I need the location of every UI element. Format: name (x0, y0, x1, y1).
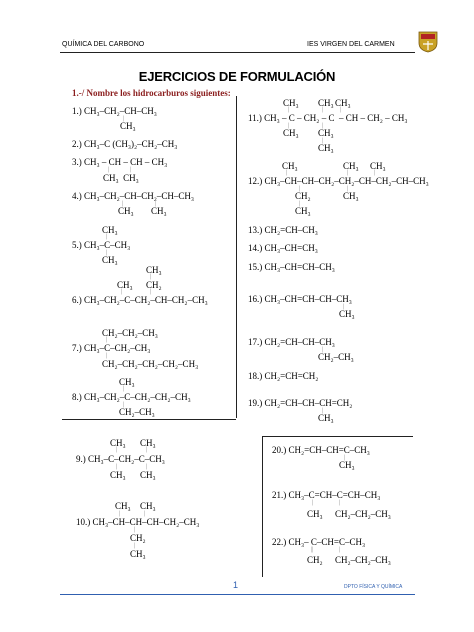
exercise-18: 18.) CH₂=CH=CH₂ (248, 371, 319, 381)
exercise-15: 15.) CH₃–CH=CH–CH₃ (248, 262, 335, 272)
section-divider (62, 419, 236, 420)
page-title: EJERCICIOS DE FORMULACIÓN (138, 69, 336, 84)
page-number: 1 (233, 580, 239, 590)
header-right: IES VIRGEN DEL CARMEN (307, 41, 395, 48)
footer-rule (60, 594, 415, 595)
school-crest-icon (418, 31, 438, 53)
header-rule (60, 52, 415, 53)
column-divider (236, 96, 237, 418)
exercise-14: 14.) CH₃–CH=CH₃ (248, 243, 318, 253)
department-label: DPTO FÍSICA Y QUÍMICA (344, 584, 403, 590)
exercise-13: 13.) CH₂=CH–CH₃ (248, 225, 318, 235)
section-heading: 1.-/ Nombre los hidrocarburos siguientes: (72, 88, 231, 98)
header-left: QUÍMICA DEL CARBONO (62, 41, 145, 48)
